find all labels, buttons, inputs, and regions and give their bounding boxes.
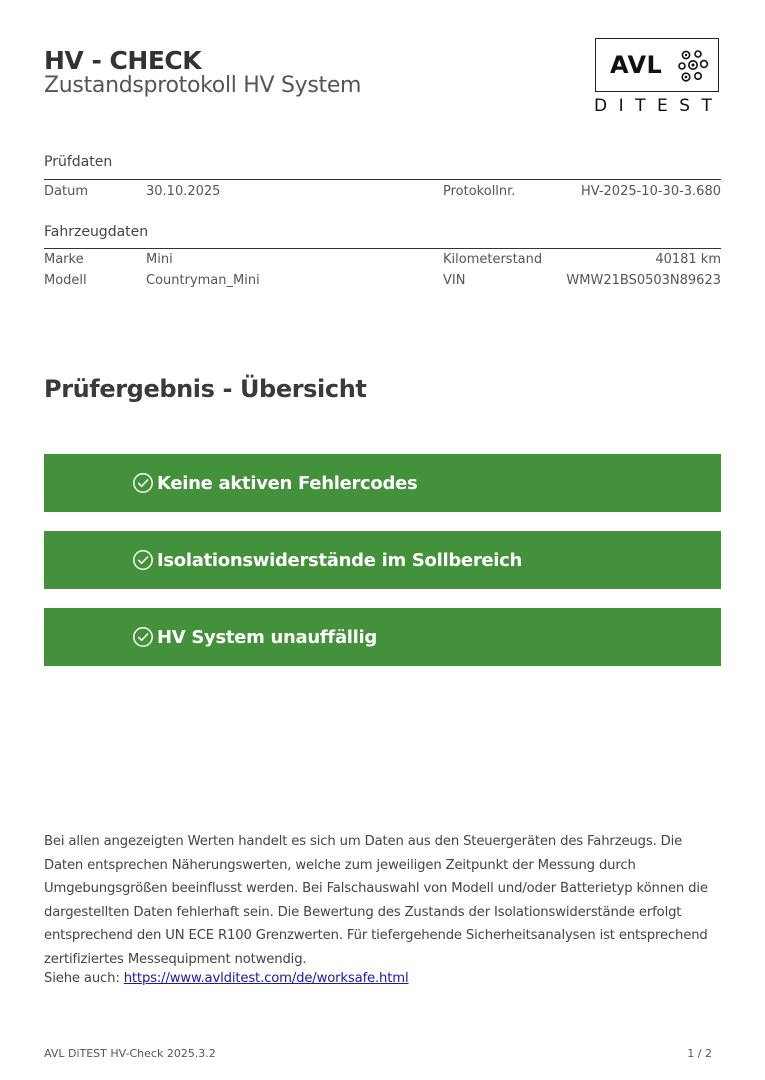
vin-value: WMW21BS0503N89623 <box>566 273 721 288</box>
document-subtitle: Zustandsprotokoll HV System <box>44 73 362 98</box>
kilometerstand-value: 40181 km <box>655 252 721 267</box>
check-circle-icon <box>132 472 154 494</box>
datum-value: 30.10.2025 <box>146 184 221 199</box>
kilometerstand-label: Kilometerstand <box>443 252 543 267</box>
section-divider <box>44 248 721 249</box>
document-title: HV - CHECK <box>44 46 202 75</box>
result-item-label: HV System unauffällig <box>157 626 378 648</box>
protokoll-label: Protokollnr. <box>443 184 516 199</box>
logo-brand-text: AVL <box>610 51 663 79</box>
avl-ditest-logo <box>594 38 724 118</box>
result-item-label: Isolationswiderstände im Sollbereich <box>157 549 523 571</box>
datum-label: Datum <box>44 184 88 199</box>
footer-version: AVL DiTEST HV-Check 2025.3.2 <box>44 1047 216 1060</box>
check-circle-icon <box>132 549 154 571</box>
marke-value: Mini <box>146 252 173 267</box>
vin-label: VIN <box>443 273 466 288</box>
result-heading: Prüfergebnis - Übersicht <box>44 375 367 403</box>
footer-page-number: 1 / 2 <box>687 1047 712 1060</box>
marke-label: Marke <box>44 252 84 267</box>
disclaimer-text: Bei allen angezeigten Werten handelt es sich um Daten aus den Steuergeräten des Fahrzeugs. Die Daten entsprechen Näherungswerten, welche zum jeweiligen Zeitpunkt der Messung durch Umgebungsgrößen beeinflusst werden. Bei Falschauswahl von Modell und/oder Batterietyp können die dargestellten Daten fehlerhaft sein. Die Bewertung des Zustands der Isolationswiderstände erfolgt entsprechend den UN ECE R100 Grenzwerten. Für tiefergehende Sicherheitsanalysen ist entsprechend zertifiziertes Messequipment notwendig. <box>44 834 708 967</box>
result-item-isolation <box>44 531 721 589</box>
see-also <box>44 971 409 986</box>
worksafe-link[interactable]: https://www.avlditest.com/de/worksafe.html <box>123 971 409 986</box>
logo-product-text: DITEST <box>594 96 724 116</box>
modell-value: Countryman_Mini <box>146 273 260 288</box>
section-divider <box>44 179 721 180</box>
protokoll-value: HV-2025-10-30-3.680 <box>580 184 721 199</box>
logo-emblem-icon <box>674 47 714 85</box>
logo-box <box>595 38 719 92</box>
result-item-hv-system <box>44 608 721 666</box>
modell-label: Modell <box>44 273 87 288</box>
section-fahrzeugdaten-label: Fahrzeugdaten <box>44 224 149 240</box>
section-pruefdaten-label: Prüfdaten <box>44 154 113 170</box>
check-circle-icon <box>132 626 154 648</box>
result-item-label: Keine aktiven Fehlercodes <box>157 472 418 494</box>
see-also-label: Siehe auch: <box>44 971 120 986</box>
result-item-fehlercodes <box>44 454 721 512</box>
